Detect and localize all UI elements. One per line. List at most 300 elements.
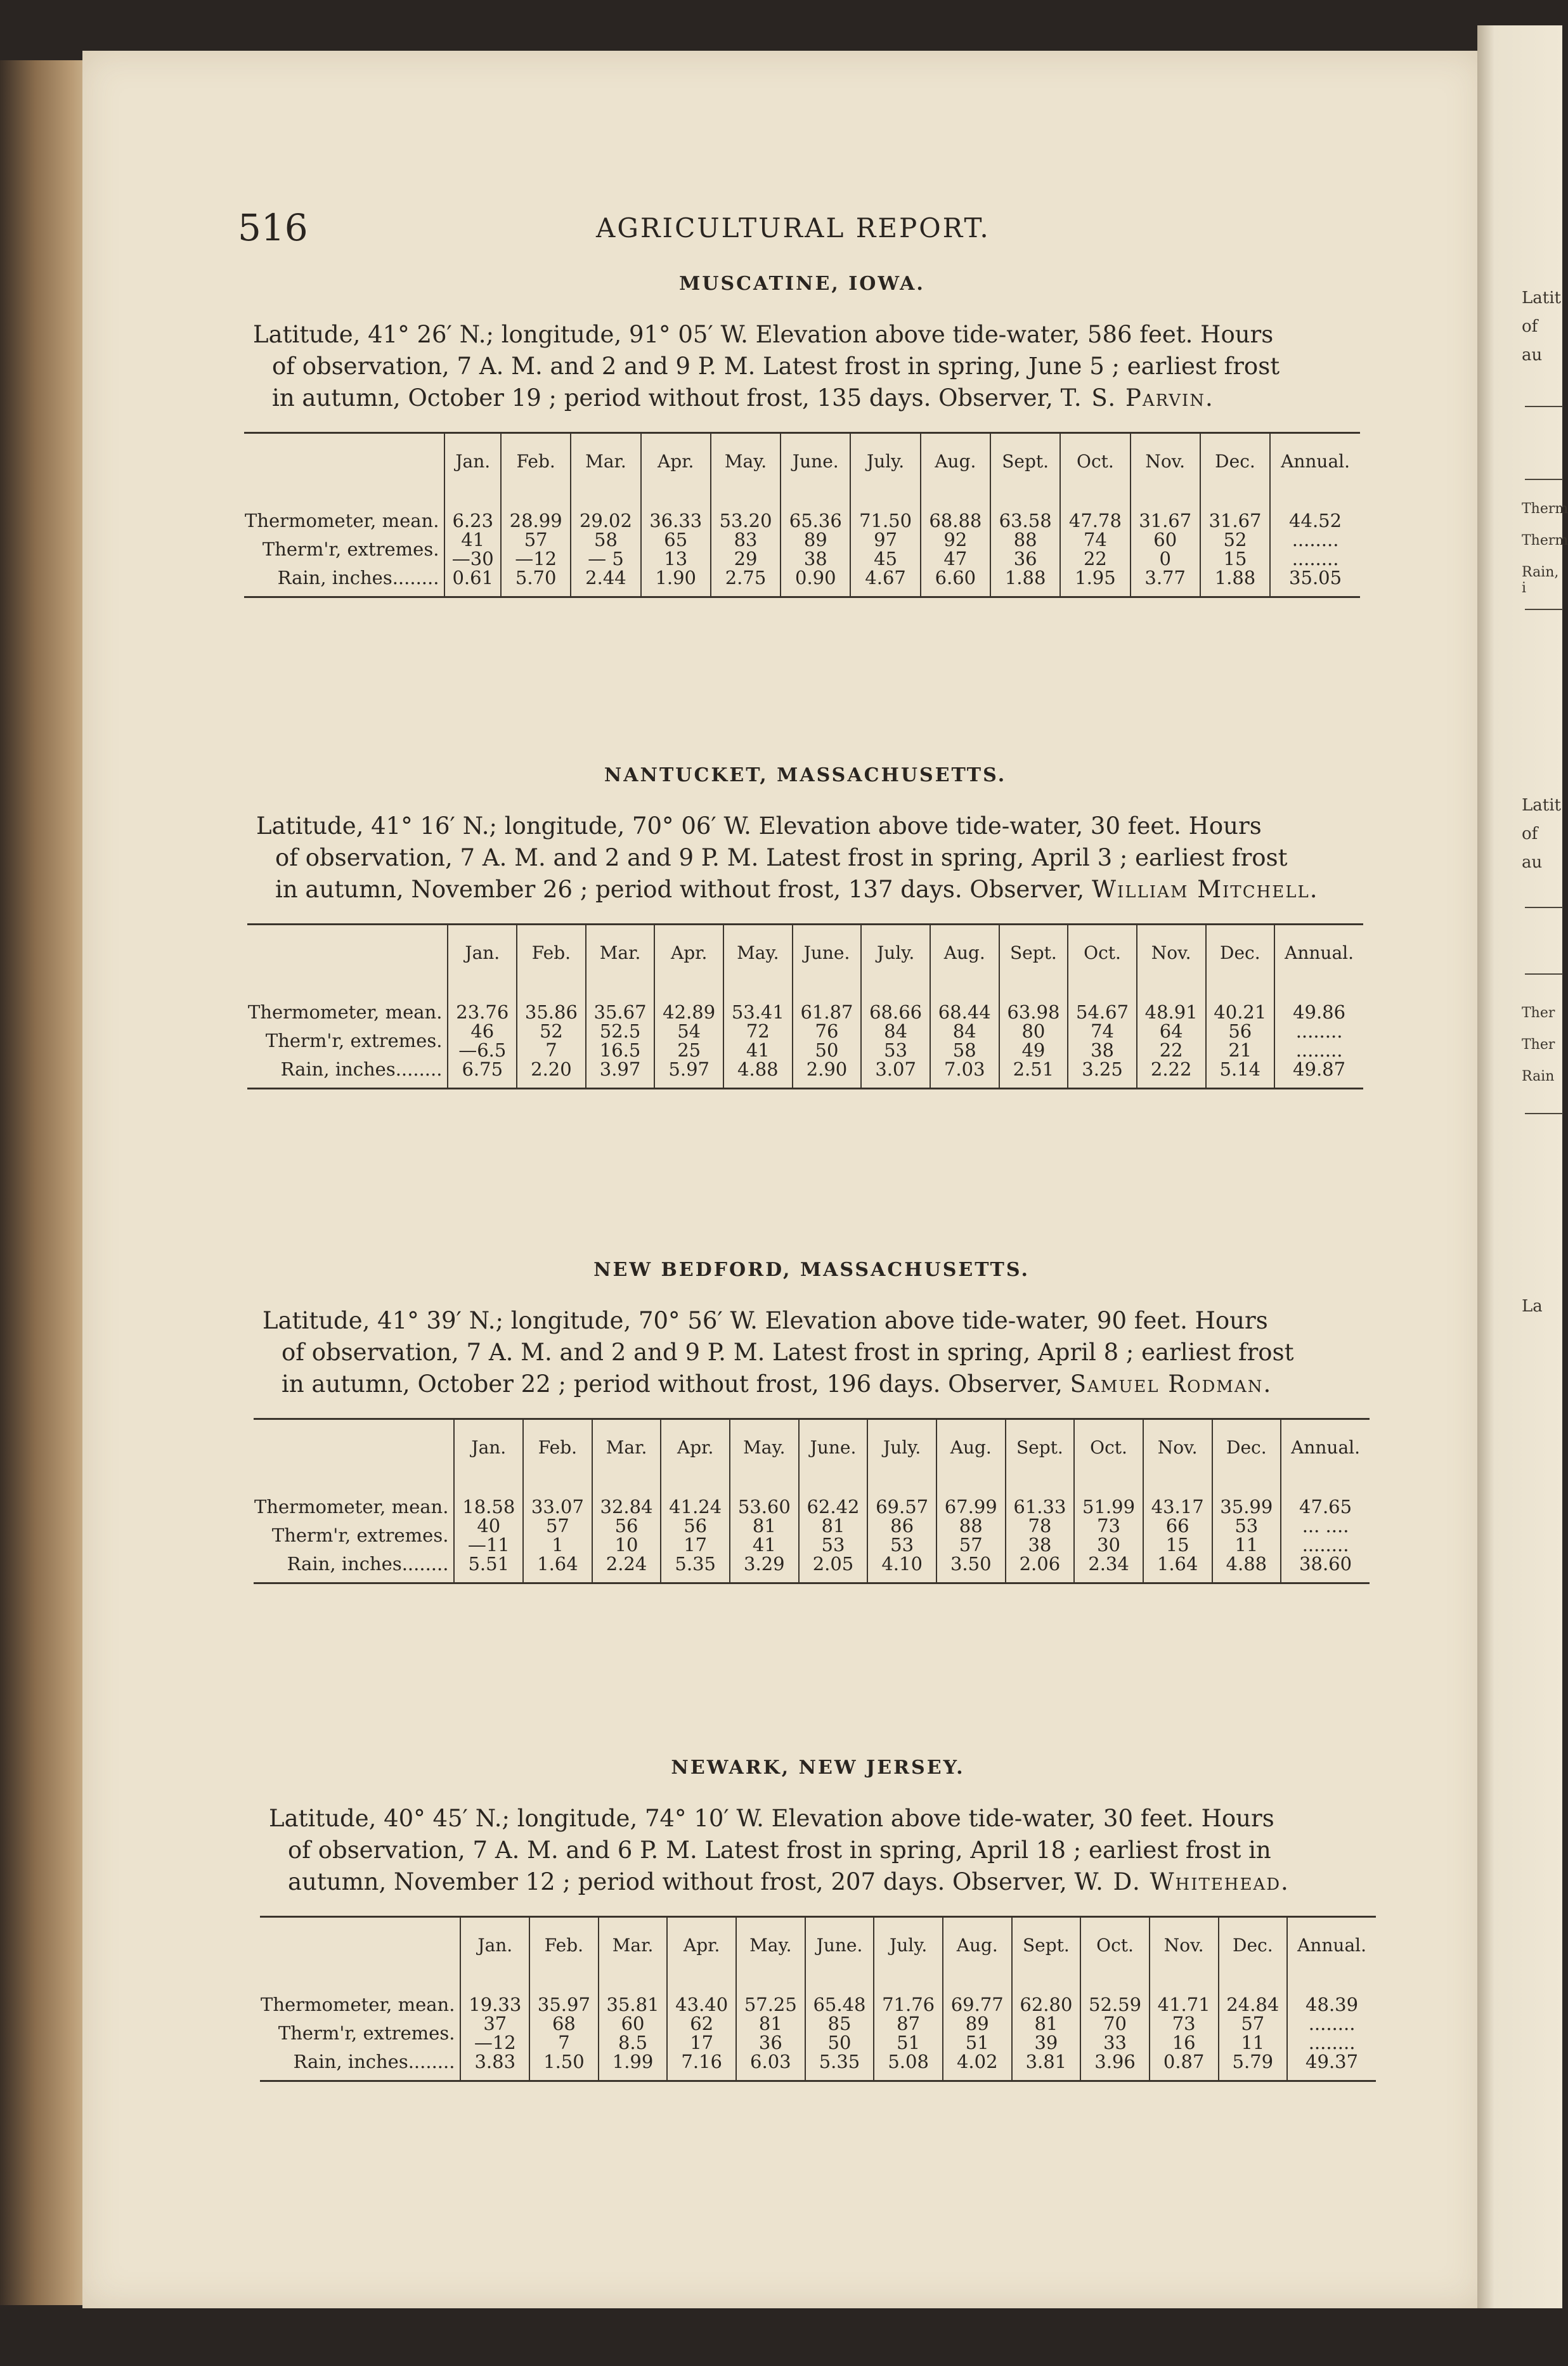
observer-name: W. D. Whitehead.: [1074, 1868, 1290, 1895]
value-mean: 36.33: [649, 510, 703, 531]
row-labels: [254, 1474, 454, 1583]
value-mean: 62.80: [1020, 1994, 1073, 2015]
value-rain: 1.90: [655, 567, 697, 588]
column-header: Dec.: [1206, 925, 1275, 980]
value-rain: 2.34: [1088, 1553, 1129, 1575]
value-mean: 23.76: [456, 1001, 509, 1023]
value-mean: 63.58: [999, 510, 1052, 531]
value-rain: 1.64: [1157, 1553, 1198, 1575]
value-min: 15: [1223, 548, 1247, 569]
value-mean: 69.57: [876, 1496, 929, 1518]
row-label-extremes: Therm'r, extremes.: [271, 1524, 449, 1546]
value-rain: 49.87: [1293, 1058, 1346, 1080]
value-min: 50: [827, 2032, 852, 2053]
facing-page-fragment: Latit: [1522, 796, 1561, 815]
value-min: 25: [677, 1039, 701, 1061]
value-rain: 3.25: [1082, 1058, 1123, 1080]
value-max: 53: [1234, 1515, 1259, 1537]
row-label-mean: Thermometer, mean.: [261, 1994, 455, 2015]
month-cell: [874, 1972, 943, 2081]
column-header: Feb.: [523, 1419, 592, 1475]
value-mean: 42.89: [663, 1001, 716, 1023]
month-cell: [517, 980, 586, 1089]
value-max: 72: [746, 1020, 770, 1042]
facing-page-fragment: of: [1522, 824, 1538, 843]
column-header: Jan.: [454, 1419, 523, 1475]
value-rain: 7.03: [943, 1058, 985, 1080]
facing-page-edge: [1477, 25, 1562, 2308]
value-max: ... ....: [1302, 1515, 1349, 1537]
month-cell: [921, 488, 990, 597]
value-min: —11: [467, 1534, 510, 1556]
station-title: NANTUCKET, MASSACHUSETTS.: [604, 764, 1007, 786]
month-cell: [850, 488, 920, 597]
value-mean: 65.48: [813, 1994, 866, 2015]
value-rain: 0.87: [1163, 2051, 1205, 2072]
value-max: 73: [1097, 1515, 1120, 1537]
column-header: Jan.: [460, 1917, 529, 1973]
value-max: 86: [890, 1515, 914, 1537]
month-cell: [990, 488, 1060, 597]
column-header: Aug.: [936, 1419, 1006, 1475]
value-min: 50: [815, 1039, 839, 1061]
column-header: Aug.: [921, 433, 990, 489]
value-mean: 53.60: [737, 1496, 791, 1518]
value-min: 10: [614, 1534, 638, 1556]
value-rain: 1.50: [543, 2051, 585, 2072]
month-cell: [599, 1972, 668, 2081]
value-max: 57: [545, 1515, 569, 1537]
column-header: Annual.: [1274, 925, 1363, 980]
month-cell: [661, 1474, 730, 1583]
value-min: —6.5: [458, 1039, 507, 1061]
value-mean: 43.40: [675, 1994, 729, 2015]
value-max: 57: [1241, 2013, 1265, 2034]
value-max: 81: [1034, 2013, 1058, 2034]
column-header: Oct.: [1074, 1419, 1143, 1475]
month-cell: [1131, 488, 1200, 597]
facing-page-fragment: of: [1522, 317, 1538, 336]
value-max: ........: [1308, 2013, 1356, 2034]
weather-table: [254, 1418, 1370, 1584]
month-cell: [1143, 1474, 1212, 1583]
value-max: 89: [965, 2013, 989, 2034]
value-min: 21: [1228, 1039, 1252, 1061]
value-mean: 48.91: [1144, 1001, 1198, 1023]
value-mean: 49.86: [1293, 1001, 1346, 1023]
value-rain: 4.02: [956, 2051, 998, 2072]
column-header: Annual.: [1270, 433, 1360, 489]
value-rain: 1.99: [612, 2051, 654, 2072]
description-line: in autumn, October 22 ; period without frost, 196 days. Observer,: [282, 1370, 1070, 1398]
observer-name: T. S. Parvin.: [1060, 384, 1214, 412]
value-rain: 3.81: [1025, 2051, 1067, 2072]
value-max: 88: [1013, 529, 1037, 550]
value-rain: 2.22: [1150, 1058, 1192, 1080]
value-mean: 41.71: [1157, 1994, 1210, 2015]
value-rain: 35.05: [1289, 567, 1342, 588]
value-min: —12: [474, 2032, 516, 2053]
month-cell: [1012, 1972, 1081, 2081]
column-header: June.: [805, 1917, 874, 1973]
value-mean: 71.76: [882, 1994, 935, 2015]
report-title: AGRICULTURAL REPORT.: [596, 212, 990, 244]
column-header: Apr.: [641, 433, 711, 489]
column-header: Sept.: [990, 433, 1060, 489]
facing-page-fragment: Latit: [1522, 289, 1561, 308]
value-min: — 5: [588, 548, 624, 569]
observer-name: Samuel Rodman.: [1070, 1370, 1273, 1398]
value-min: 0: [1159, 548, 1171, 569]
value-mean: 44.52: [1289, 510, 1342, 531]
value-rain: 2.90: [806, 1058, 848, 1080]
month-cell: [943, 1972, 1012, 2081]
month-cell: [1068, 980, 1137, 1089]
value-mean: 41.24: [669, 1496, 722, 1518]
description-line: of observation, 7 A. M. and 2 and 9 P. M. Latest frost in spring, April 8 ; earliest frost: [282, 1339, 1294, 1366]
value-max: 80: [1021, 1020, 1046, 1042]
row-label-extremes: Therm'r, extremes.: [265, 1030, 443, 1051]
value-rain: 3.97: [599, 1058, 641, 1080]
column-header: Feb.: [501, 433, 571, 489]
value-mean: 53.20: [719, 510, 772, 531]
row-label-header: [254, 1419, 454, 1475]
value-min: —30: [451, 548, 494, 569]
value-max: ........: [1295, 1020, 1343, 1042]
month-cell: [1287, 1972, 1376, 2081]
value-rain: 2.06: [1019, 1553, 1061, 1575]
column-header: Aug.: [930, 925, 999, 980]
value-max: 81: [821, 1515, 845, 1537]
column-header: May.: [736, 1917, 805, 1973]
month-cell: [448, 980, 517, 1089]
value-rain: 7.16: [681, 2051, 722, 2072]
column-header: June.: [793, 925, 862, 980]
column-header: Nov.: [1143, 1419, 1212, 1475]
value-max: 46: [470, 1020, 495, 1042]
column-header: Annual.: [1281, 1419, 1370, 1475]
value-min: 51: [965, 2032, 989, 2053]
month-cell: [1060, 488, 1130, 597]
row-label-rain: Rain, inches........: [293, 2051, 455, 2072]
column-header: Sept.: [1006, 1419, 1075, 1475]
value-rain: 3.96: [1094, 2051, 1136, 2072]
value-rain: 5.14: [1219, 1058, 1261, 1080]
value-min: 39: [1034, 2032, 1058, 2053]
value-rain: 1.64: [537, 1553, 578, 1575]
station-description: [254, 1305, 1370, 1400]
value-max: 58: [594, 529, 618, 550]
value-rain: 3.77: [1144, 567, 1186, 588]
value-min: 51: [897, 2032, 921, 2053]
value-max: 60: [1153, 529, 1177, 550]
month-cell: [1219, 1972, 1288, 2081]
month-cell: [723, 980, 793, 1089]
weather-table: [244, 432, 1360, 598]
row-label-header: [244, 433, 444, 489]
facing-page-fragment: Ther: [1522, 1005, 1555, 1021]
row-label-mean: Thermometer, mean.: [245, 510, 439, 531]
value-mean: 32.84: [600, 1496, 653, 1518]
column-header: Aug.: [943, 1917, 1012, 1973]
value-min: 38: [1028, 1534, 1052, 1556]
value-min: 16: [1172, 2032, 1196, 2053]
column-header: Oct.: [1068, 925, 1137, 980]
month-cell: [460, 1972, 529, 2081]
value-min: 38: [803, 548, 827, 569]
month-cell: [1200, 488, 1270, 597]
month-cell: [730, 1474, 799, 1583]
month-cell: [641, 488, 711, 597]
column-header: Feb.: [529, 1917, 599, 1973]
station-description: [247, 810, 1363, 906]
description-line: Latitude, 41° 39′ N.; longitude, 70° 56′ W. Elevation above tide-water, 90 feet. Hours: [262, 1307, 1268, 1334]
month-cell: [1270, 488, 1360, 597]
month-cell: [1206, 980, 1275, 1089]
value-max: 41: [461, 529, 485, 550]
column-header: Sept.: [999, 925, 1068, 980]
value-min: ........: [1295, 1039, 1343, 1061]
column-header: Nov.: [1137, 925, 1206, 980]
value-rain: 5.08: [888, 2051, 929, 2072]
description-line: of observation, 7 A. M. and 6 P. M. Latest frost in spring, April 18 ; earliest frost in: [288, 1836, 1271, 1864]
value-mean: 51.99: [1082, 1496, 1136, 1518]
value-rain: 5.70: [515, 567, 557, 588]
value-rain: 6.03: [750, 2051, 791, 2072]
month-cell: [667, 1972, 736, 2081]
month-cell: [867, 1474, 936, 1583]
station-newark: [260, 1757, 1376, 2082]
value-min: 11: [1241, 2032, 1265, 2053]
month-cell: [1274, 980, 1363, 1089]
value-max: 70: [1103, 2013, 1127, 2034]
column-header: Annual.: [1287, 1917, 1376, 1973]
value-rain: 1.88: [1004, 567, 1046, 588]
value-mean: 31.67: [1208, 510, 1262, 531]
column-header: Apr.: [661, 1419, 730, 1475]
value-rain: 5.79: [1232, 2051, 1274, 2072]
value-mean: 31.67: [1139, 510, 1192, 531]
value-rain: 2.20: [531, 1058, 572, 1080]
month-cell: [1150, 1972, 1219, 2081]
row-labels: [260, 1972, 460, 2081]
month-cell: [805, 1972, 874, 2081]
description-line: of observation, 7 A. M. and 2 and 9 P. M. Latest frost in spring, June 5 ; earliest frost: [272, 353, 1280, 380]
column-header: Dec.: [1200, 433, 1270, 489]
month-cell: [999, 980, 1068, 1089]
value-max: 74: [1083, 529, 1107, 550]
value-max: 56: [1228, 1020, 1252, 1042]
value-min: 7: [558, 2032, 570, 2053]
weather-table: [260, 1916, 1376, 2082]
value-mean: 53.41: [731, 1001, 784, 1023]
value-min: 1: [552, 1534, 564, 1556]
value-min: ........: [1292, 548, 1339, 569]
row-label-rain: Rain, inches........: [287, 1553, 449, 1575]
month-cell: [592, 1474, 661, 1583]
value-rain: 3.29: [744, 1553, 785, 1575]
value-min: 22: [1083, 548, 1107, 569]
value-max: 83: [734, 529, 758, 550]
column-header: July.: [861, 925, 930, 980]
column-header: Dec.: [1219, 1917, 1288, 1973]
description-line: Latitude, 41° 16′ N.; longitude, 70° 06′ W. Elevation above tide-water, 30 feet. Hours: [256, 812, 1262, 840]
value-min: 53: [890, 1534, 914, 1556]
value-min: 8.5: [618, 2032, 648, 2053]
column-header: June.: [799, 1419, 868, 1475]
value-mean: 65.36: [789, 510, 842, 531]
row-labels: [244, 488, 444, 597]
row-label-rain: Rain, inches........: [277, 567, 439, 588]
value-rain: 3.50: [950, 1553, 992, 1575]
facing-page-rule: [1525, 609, 1563, 610]
facing-page-rule: [1525, 1113, 1563, 1114]
value-rain: 1.88: [1214, 567, 1256, 588]
month-cell: [654, 980, 723, 1089]
value-rain: 2.75: [725, 567, 767, 588]
value-mean: 69.77: [950, 1994, 1004, 2015]
row-label-extremes: Therm'r, extremes.: [278, 2022, 455, 2044]
value-max: 60: [621, 2013, 645, 2034]
station-new-bedford: [254, 1259, 1370, 1584]
month-cell: [571, 488, 640, 597]
value-mean: 47.65: [1299, 1496, 1352, 1518]
column-header: Feb.: [517, 925, 586, 980]
column-header: Sept.: [1012, 1917, 1081, 1973]
column-header: Jan.: [448, 925, 517, 980]
column-header: Mar.: [592, 1419, 661, 1475]
value-mean: 35.67: [593, 1001, 647, 1023]
value-min: 57: [959, 1534, 983, 1556]
description-line: in autumn, November 26 ; period without frost, 137 days. Observer,: [275, 876, 1092, 903]
column-header: Apr.: [667, 1917, 736, 1973]
value-min: 36: [1013, 548, 1037, 569]
value-min: 38: [1091, 1039, 1114, 1061]
value-max: 68: [552, 2013, 576, 2034]
value-mean: 52.59: [1089, 1994, 1142, 2015]
value-min: 33: [1103, 2032, 1127, 2053]
column-header: Jan.: [444, 433, 501, 489]
value-mean: 35.81: [606, 1994, 659, 2015]
value-mean: 62.42: [807, 1496, 860, 1518]
facing-page-rule: [1525, 406, 1563, 407]
facing-page-fragment: La: [1522, 1297, 1543, 1316]
value-mean: 61.33: [1013, 1496, 1066, 1518]
value-min: 13: [664, 548, 688, 569]
station-description: [260, 1803, 1376, 1898]
value-max: 81: [752, 1515, 776, 1537]
value-max: 81: [758, 2013, 782, 2034]
value-min: ........: [1308, 2032, 1356, 2053]
facing-page-rule: [1525, 907, 1563, 908]
month-cell: [799, 1474, 868, 1583]
value-rain: 38.60: [1299, 1553, 1352, 1575]
description-line: in autumn, October 19 ; period without frost, 135 days. Observer,: [272, 384, 1061, 412]
value-max: 76: [815, 1020, 839, 1042]
weather-table: [247, 923, 1363, 1089]
row-label-mean: Thermometer, mean.: [254, 1496, 449, 1518]
value-min: 11: [1234, 1534, 1259, 1556]
running-head: [238, 206, 1379, 250]
value-min: 36: [758, 2032, 782, 2053]
month-cell: [523, 1474, 592, 1583]
value-rain: 5.51: [468, 1553, 510, 1575]
value-max: 74: [1091, 1020, 1114, 1042]
value-max: 57: [524, 529, 548, 550]
column-header: May.: [711, 433, 781, 489]
value-max: 56: [684, 1515, 708, 1537]
value-mean: 43.17: [1151, 1496, 1204, 1518]
value-max: 84: [884, 1020, 908, 1042]
month-cell: [501, 488, 571, 597]
value-rain: 0.90: [795, 567, 836, 588]
facing-page-fragment: Therm: [1522, 501, 1568, 517]
value-mean: 71.50: [859, 510, 912, 531]
value-mean: 29.02: [579, 510, 632, 531]
value-mean: 6.23: [452, 510, 494, 531]
value-rain: 4.88: [737, 1058, 779, 1080]
value-max: 84: [952, 1020, 976, 1042]
column-header: July.: [874, 1917, 943, 1973]
month-cell: [529, 1972, 599, 2081]
facing-page-rule: [1525, 479, 1563, 480]
month-cell: [1074, 1474, 1143, 1583]
column-header: Nov.: [1131, 433, 1200, 489]
column-header: Mar.: [599, 1917, 668, 1973]
value-min: 29: [734, 548, 758, 569]
value-max: 56: [614, 1515, 638, 1537]
value-min: —12: [515, 548, 557, 569]
facing-page-fragment: au: [1522, 346, 1543, 365]
value-mean: 48.39: [1306, 1994, 1359, 2015]
value-max: 73: [1172, 2013, 1196, 2034]
value-rain: 2.05: [812, 1553, 854, 1575]
column-header: July.: [850, 433, 920, 489]
month-cell: [1212, 1474, 1281, 1583]
value-max: 52: [1223, 529, 1247, 550]
value-max: 85: [827, 2013, 852, 2034]
value-max: 65: [664, 529, 688, 550]
value-min: 58: [952, 1039, 976, 1061]
value-mean: 18.58: [462, 1496, 515, 1518]
month-cell: [936, 1474, 1006, 1583]
value-mean: 19.33: [469, 1994, 522, 2015]
value-max: 62: [690, 2013, 714, 2034]
value-rain: 6.60: [935, 567, 976, 588]
value-max: 97: [874, 529, 898, 550]
facing-page-rule: [1525, 973, 1563, 975]
row-label-rain: Rain, inches........: [280, 1058, 443, 1080]
facing-page-fragment: Ther: [1522, 1037, 1555, 1053]
month-cell: [781, 488, 850, 597]
value-min: 53: [884, 1039, 908, 1061]
row-label-header: [260, 1917, 460, 1973]
value-rain: 5.35: [819, 2051, 860, 2072]
value-max: 64: [1159, 1020, 1183, 1042]
value-max: 89: [803, 529, 827, 550]
value-mean: 68.88: [929, 510, 982, 531]
row-labels: [247, 980, 448, 1089]
value-min: 30: [1097, 1534, 1120, 1556]
value-max: 78: [1028, 1515, 1052, 1537]
month-cell: [930, 980, 999, 1089]
facing-page-fragment: Rain, i: [1522, 564, 1559, 596]
value-mean: 67.99: [944, 1496, 997, 1518]
value-max: 54: [677, 1020, 701, 1042]
description-line: of observation, 7 A. M. and 2 and 9 P. M. Latest frost in spring, April 3 ; earliest frost: [275, 844, 1288, 871]
value-rain: 6.75: [462, 1058, 503, 1080]
value-rain: 0.61: [452, 567, 494, 588]
